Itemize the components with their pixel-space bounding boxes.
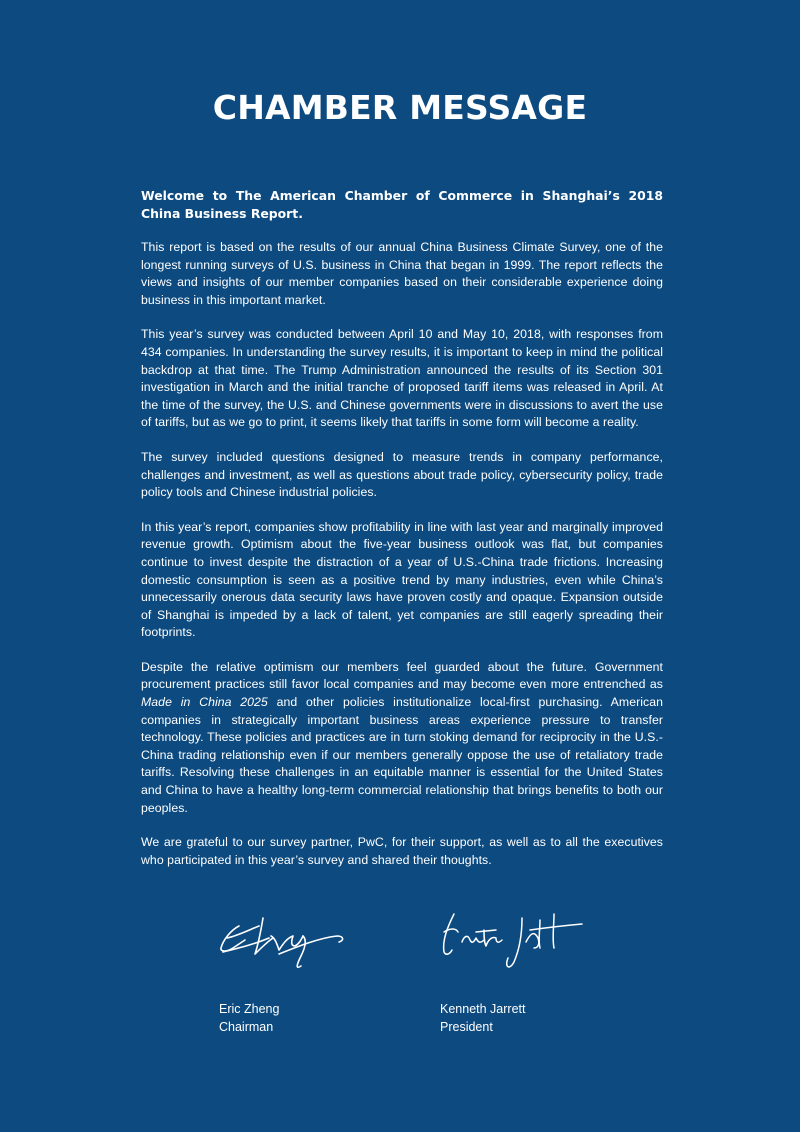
signature-kenneth-jarrett-icon xyxy=(440,908,590,978)
paragraph-2: This year’s survey was conducted between April 10 and May 10, 2018, with responses from 434 companies. In understanding the survey results, it is important to keep in mind the political backdrop at that time. The Trump Administration announced the results of its Section 301 investigation in March and the initial tranche of proposed tariff items was released in April. At the time of the survey, the U.S. and Chinese governments were in discussions to avert the use of tariffs, but as we go to print, it seems likely that tariffs in some form will become a reality. xyxy=(141,327,663,430)
signatory-name: Eric Zheng xyxy=(219,1002,280,1016)
paragraph-4: In this year’s report, companies show profitability in line with last year and marginally improved revenue growth. Optimism about the five-year business outlook was flat, but companies continue to invest despite the distraction of a year of U.S.-China trade frictions. Increasing domestic consumption is seen as a positive trend by many industries, even while China’s unnecessarily onerous data security laws have proven costly and opaque. Expansion outside of Shanghai is impeded by a lack of talent, yet companies are still eagerly spreading their footprints. xyxy=(141,519,663,640)
paragraph-5-before: Despite the relative optimism our members feel guarded about the future. Government procurement practices still favor local companies and may become even more entrenched as xyxy=(141,659,663,692)
paragraph-6: We are grateful to our survey partner, PwC, for their support, as well as to all the executives who participated in this year’s survey and shared their thoughts. xyxy=(141,835,663,867)
signatory-role: President xyxy=(440,1020,493,1034)
page-title: CHAMBER MESSAGE xyxy=(212,88,588,127)
signature-eric-zheng-icon xyxy=(219,908,359,978)
intro-heading: Welcome to The American Chamber of Commerce in Shanghai’s 2018 China Business Report. xyxy=(141,188,663,221)
signatory-name: Kenneth Jarrett xyxy=(440,1002,526,1016)
paragraph-5 xyxy=(141,659,663,817)
signatory-president-text xyxy=(440,1000,525,1036)
signatory-chairman-text xyxy=(219,1000,279,1036)
signature-block-president xyxy=(440,908,640,1034)
message-body xyxy=(141,187,663,886)
paragraph-3: The survey included questions designed to measure trends in company performance, challenges and investment, as well as questions about trade policy, cybersecurity policy, trade policy tools and Chinese industrial policies. xyxy=(141,449,663,500)
paragraph-1: This report is based on the results of our annual China Business Climate Survey, one of the longest running surveys of U.S. business in China that began in 1999. The report reflects the views and insights of our member companies based on their considerable experience doing business in this important market. xyxy=(141,240,663,307)
paragraph-5-italic: Made in China 2025 xyxy=(141,695,268,710)
signature-block-chairman xyxy=(219,908,419,1034)
paragraph-5-after: and other policies institutionalize local-first purchasing. American companies in strategically important business areas experience pressure to transfer technology. These policies and practices are in turn stoking demand for reciprocity in the U.S.-China trading relationship even if our members generally oppose the use of retaliatory trade tariffs. Resolving these challenges in an equitable manner is essential for the United States and China to have a healthy long-term commercial relationship that brings benefits to both our peoples. xyxy=(141,695,664,815)
signatory-role: Chairman xyxy=(219,1020,274,1034)
